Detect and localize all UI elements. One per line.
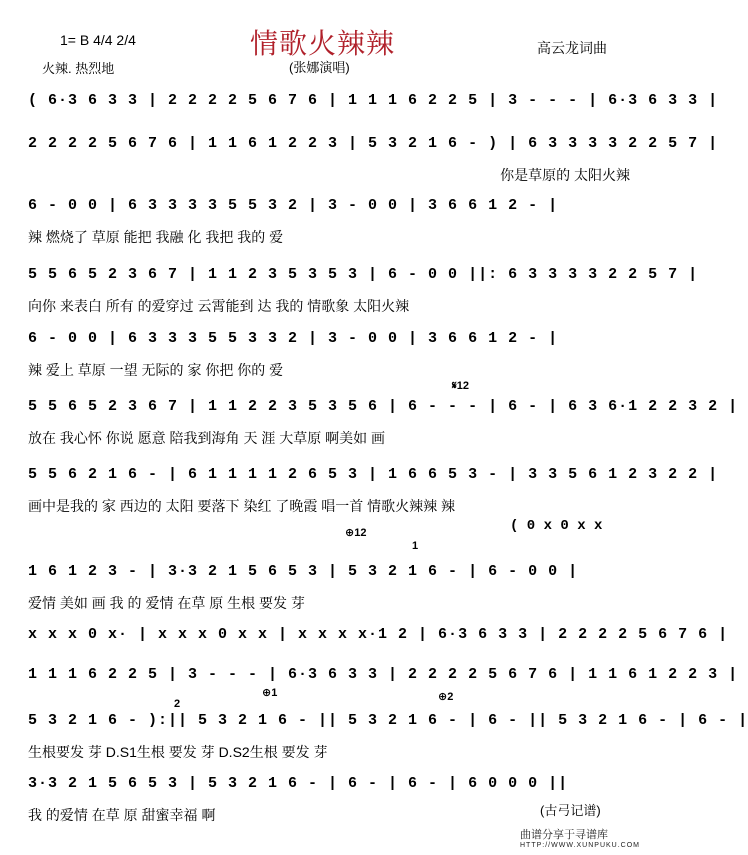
notation-line: x x x 0 x· | x x x 0 x x | x x x x·1 2 | 6·3 6 3 3 | 2 2 2 2 5 6 7 6 | — [28, 626, 729, 643]
notation-line: 2 2 2 2 5 6 7 6 | 1 1 6 1 2 2 3 | 5 3 2 1 6 - ) | 6 3 3 3 3 2 2 5 7 | — [28, 135, 719, 152]
notation-line: 1 1 1 6 2 2 5 | 3 - - - | 6·3 6 3 3 | 2 2 2 2 5 6 7 6 | 1 1 6 1 2 2 3 | — [28, 666, 739, 683]
coda-marker-1: ⊕1 — [262, 687, 278, 699]
notation-line: ( 6·3 6 3 3 | 2 2 2 2 5 6 7 6 | 1 1 1 6 2 2 5 | 3 - - - | 6·3 6 3 3 | — [28, 92, 719, 109]
lyrics-line: 放在 我心怀 你说 愿意 陪我到海角 天 涯 大草原 啊美如 画 — [28, 430, 386, 446]
notation-line: 5 3 2 1 6 - ):|| 5 3 2 1 6 - || 5 3 2 1 6 - | 6 - || 5 3 2 1 6 - | 6 - | — [28, 712, 748, 729]
page-title: 情歌火辣辣 — [250, 28, 396, 59]
lyrics-line: 你是草原的 太阳火辣 — [500, 167, 630, 183]
coda-marker-2: ⊕2 — [438, 691, 454, 703]
notation-line: 5 5 6 5 2 3 6 7 | 1 1 2 2 3 5 3 5 6 | 6 - - - | 6 - | 6 3 6·1 2 2 3 2 | — [28, 398, 739, 415]
lyrics-line: 辣 爱上 草原 一望 无际的 家 你把 你的 爱 — [28, 362, 284, 378]
segno-marker: 𝄋12 — [452, 380, 469, 392]
singer-credit: (张娜演唱) — [289, 60, 350, 75]
notation-line: 1 6 1 2 3 - | 3·3 2 1 5 6 5 3 | 5 3 2 1 6 - | 6 - 0 0 | — [28, 563, 579, 580]
notation-line: 6 - 0 0 | 6 3 3 3 3 5 5 3 2 | 3 - 0 0 | 3 6 6 1 2 - | — [28, 197, 559, 214]
tempo-marking: 火辣. 热烈地 — [42, 61, 115, 76]
footer-text: 曲谱分享于寻谱库 — [520, 829, 608, 841]
composer-credit: 高云龙词曲 — [537, 40, 607, 56]
notation-line: 3·3 2 1 5 6 5 3 | 5 3 2 1 6 - | 6 - | 6 - | 6 0 0 0 || — [28, 775, 569, 792]
volta-bracket-2: 2 — [174, 698, 181, 710]
key-signature: 1= B 4/4 2/4 — [60, 32, 136, 48]
lyrics-line: 爱情 美如 画 我 的 爱情 在草 原 生根 要发 芽 — [28, 595, 305, 611]
notation-line: 5 5 6 2 1 6 - | 6 1 1 1 1 2 6 5 3 | 1 6 6 5 3 - | 3 3 5 6 1 2 3 2 2 | — [28, 466, 719, 483]
notation-line: 5 5 6 5 2 3 6 7 | 1 1 2 3 5 3 5 3 | 6 - 0 0 ||: 6 3 3 3 3 2 2 5 7 | — [28, 266, 699, 283]
lyrics-line: 生根要发 芽 D.S1生根 要发 芽 D.S2生根 要发 芽 — [28, 744, 328, 760]
lyrics-line: 向你 来表白 所有 的爱穿过 云霄能到 达 我的 情歌象 太阳火辣 — [28, 298, 410, 314]
transcriber-credit: (古弓记谱) — [540, 803, 601, 818]
volta-bracket-1: 1 — [412, 540, 419, 552]
coda-marker-12: ⊕12 — [345, 527, 367, 539]
lyrics-line: 我 的爱情 在草 原 甜蜜幸福 啊 — [28, 807, 216, 823]
footer-url[interactable]: HTTP://WWW.XUNPUKU.COM — [520, 842, 640, 849]
percussion-pickup: ( 0 x 0 x x — [510, 518, 603, 534]
notation-line: 6 - 0 0 | 6 3 3 3 5 5 3 3 2 | 3 - 0 0 | 3 6 6 1 2 - | — [28, 330, 559, 347]
lyrics-line: 辣 燃烧了 草原 能把 我融 化 我把 我的 爱 — [28, 229, 284, 245]
lyrics-line: 画中是我的 家 西边的 太阳 要落下 染红 了晚霞 唱一首 情歌火辣辣 辣 — [28, 498, 456, 514]
